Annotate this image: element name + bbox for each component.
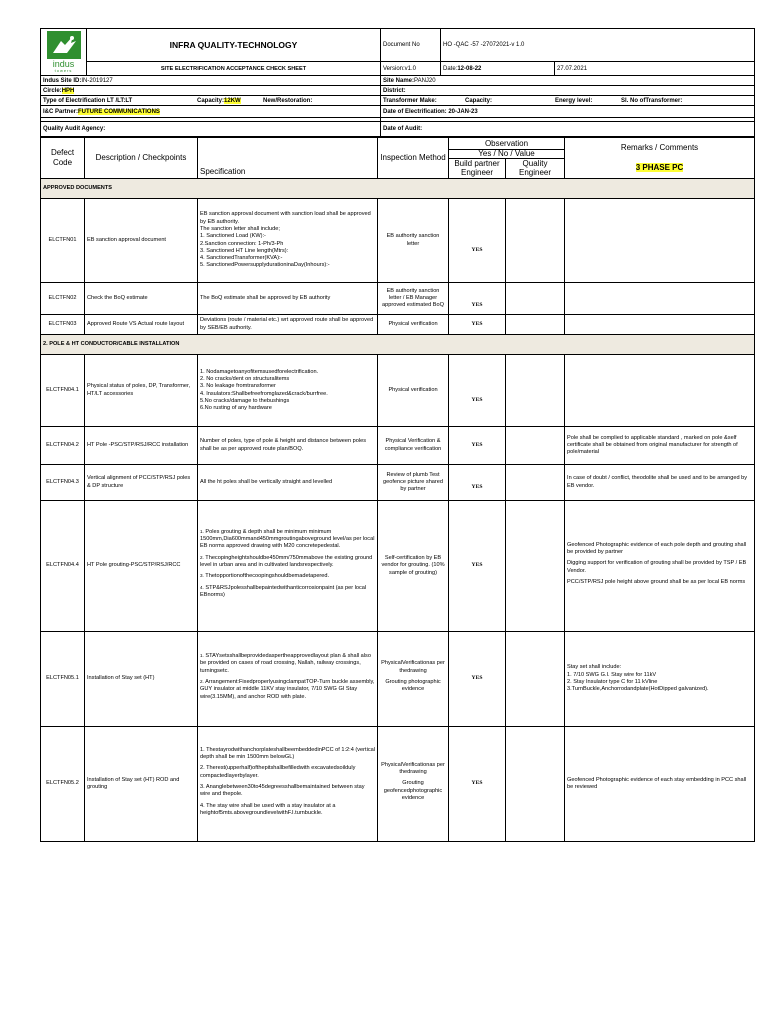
checkpoint: Installation of Stay set (HT) bbox=[85, 632, 198, 727]
indus-logo-icon bbox=[47, 31, 81, 59]
defect-code: ELCTFN04.3 bbox=[41, 465, 85, 501]
date-2: 27.07.2021 bbox=[555, 62, 755, 76]
quality-engineer-value bbox=[506, 283, 565, 315]
spec-item-text: The stay wire shall be used with a stay insulator at a heightof5mts.abovegroundlevelwithF.I.turnbuckle. bbox=[200, 802, 336, 816]
spec-item-number: 1. bbox=[200, 653, 204, 659]
defect-code: ELCTFN04.1 bbox=[41, 355, 85, 427]
table-row bbox=[41, 355, 755, 427]
inspection-method-item: Grouting geofencedphotographic evidence bbox=[383, 780, 443, 801]
spec-item-text: STP&RSJpolesshallbepaintedwithanticorrosionpaint (as per local EBnorms) bbox=[200, 584, 367, 598]
checkpoint: Physical status of poles, DP, Transformer, HT/LT accessories bbox=[85, 355, 198, 427]
capacity-label: Capacity: bbox=[197, 97, 225, 104]
logo bbox=[41, 29, 87, 76]
spec-item-text: STAYsetsshallbeprovidedaspertheapprovedlayout plan & shall also be provided on cases of road crossing, Nallah, railway crossings, turningsetc. bbox=[200, 653, 371, 674]
date-of-electrification: Date of Electrification: 20-JAN-23 bbox=[381, 106, 755, 118]
district-label: District: bbox=[381, 86, 755, 96]
sl-no-transformer: Sl. No ofTransformer: bbox=[621, 97, 683, 104]
remarks bbox=[565, 315, 755, 335]
ic-partner: FUTURE COMMUNICATIONS bbox=[78, 108, 160, 115]
build-partner-value: YES bbox=[449, 632, 506, 727]
spec-item-number: 1. bbox=[200, 528, 204, 534]
build-partner-value: YES bbox=[449, 727, 506, 842]
site-name: PANJ20 bbox=[414, 77, 436, 84]
checkpoint-table bbox=[40, 137, 755, 842]
table-row bbox=[41, 727, 755, 842]
quality-engineer-value bbox=[506, 632, 565, 727]
inspection-method: EB authority sanction letter / EB Manager approved estimated BoQ bbox=[378, 283, 449, 315]
spec-item-text: Ananglebetween30to45degreesshallbemaintained between stay wire and thepole. bbox=[200, 784, 365, 798]
quality-engineer-value bbox=[506, 315, 565, 335]
site-id-label: Indus Site ID: bbox=[43, 77, 82, 84]
capacity-value: 12KW bbox=[224, 97, 241, 104]
new-restoration: New/Restoration: bbox=[263, 97, 313, 104]
inspection-method: Physical verification bbox=[378, 315, 449, 335]
doc-no-label: Document No bbox=[381, 29, 441, 62]
spec-item-text: Poles grouting & depth shall be minimum minimum 1500mm,Dia600mmand450mmgroutingaboveground level/as per local EB norms approved drawing with M20 concretepedestal. bbox=[200, 528, 375, 550]
col-remarks: Remarks / Comments bbox=[565, 138, 755, 159]
specification: All the ht poles shall be vertically straight and levelled bbox=[198, 465, 378, 501]
inspection-method: Physical verification bbox=[378, 355, 449, 427]
site-id: IN-2019127 bbox=[81, 77, 113, 84]
checkpoint: EB sanction approval document bbox=[85, 199, 198, 283]
spec-item-number: 2. bbox=[200, 554, 204, 560]
checkpoint: Installation of Stay set (HT) ROD and grouting bbox=[85, 727, 198, 842]
spec-item-text: Arrangement:FixedproperlyusingclampatTOP-Turn buckle assembly, GUY insulator at middle 11KV stay insulator, 7/10 SWG GI Stay wire(3.15MM), and anchor ROD with plate. bbox=[200, 679, 375, 700]
build-partner-value: YES bbox=[449, 427, 506, 465]
inspection-method: Physical Verification & compliance verification bbox=[378, 427, 449, 465]
inspection-method-item: Grouting photographic evidence bbox=[385, 679, 441, 693]
site-name-label: Site Name: bbox=[383, 77, 415, 84]
checkpoint: Check the BoQ estimate bbox=[85, 283, 198, 315]
date-label: Date: bbox=[443, 65, 458, 72]
specification bbox=[198, 632, 378, 727]
build-partner-value: YES bbox=[449, 199, 506, 283]
doc-no-value: HO -QAC -57 -27072021-v 1.0 bbox=[441, 29, 755, 62]
col-observation: Observation bbox=[449, 138, 565, 150]
col-quality-engineer: Quality Engineer bbox=[506, 159, 565, 179]
specification: Number of poles, type of pole & height and distance between poles shall be as per approved route plan/BOQ. bbox=[198, 427, 378, 465]
build-partner-value: YES bbox=[449, 355, 506, 427]
table-row bbox=[41, 427, 755, 465]
remarks: Pole shall be complied to applicable standard , marked on pole &self certificate shall be obtained from original manufacturer for strength of pole/material bbox=[565, 427, 755, 465]
spec-item-number: 1. bbox=[200, 746, 205, 753]
col-build-partner: Build partner Engineer bbox=[449, 159, 506, 179]
col-inspection-method: Inspection Method bbox=[378, 138, 449, 179]
spec-item-number: 3. bbox=[200, 573, 204, 579]
inspection-method-item: PhysicalVerificationas per thedrawing bbox=[381, 761, 445, 776]
transformer-capacity: Capacity: bbox=[465, 97, 493, 104]
spec-item-text: Thetopportionofthecoopingshouldbemadetapered. bbox=[205, 573, 330, 580]
defect-code: ELCTFN01 bbox=[41, 199, 85, 283]
build-partner-value: YES bbox=[449, 283, 506, 315]
defect-code: ELCTFN03 bbox=[41, 315, 85, 335]
logo-text: indus bbox=[52, 58, 75, 69]
defect-code: ELCTFN04.4 bbox=[41, 501, 85, 632]
spec-item-text: Thecopingheightshouldbe450mm/750mmabove the existing ground level in urban area and in cultivated landsrespectively. bbox=[200, 554, 373, 568]
checkpoint: HT Pole -PSC/STP/RSJ/RCC installation bbox=[85, 427, 198, 465]
section-title: 2. POLE & HT CONDUCTOR/CABLE INSTALLATION bbox=[41, 335, 755, 355]
checkpoint: Approved Route VS Actual route layout bbox=[85, 315, 198, 335]
check-sheet bbox=[40, 28, 754, 842]
inspection-method-item: PhysicalVerificationas per thedrawing bbox=[381, 660, 445, 674]
quality-engineer-value bbox=[506, 355, 565, 427]
circle: HPH bbox=[61, 87, 75, 94]
remarks-item: PCC/STP/RSJ pole height above ground shall be as per local EB norms bbox=[567, 578, 746, 585]
energy-level: Energy level: bbox=[555, 97, 593, 104]
checkpoint: HT Pole grouting-PSC/STP/RSJ/RCC bbox=[85, 501, 198, 632]
version: Version:v1.0 bbox=[381, 62, 441, 76]
defect-code: ELCTFN04.2 bbox=[41, 427, 85, 465]
inspection-method bbox=[378, 727, 449, 842]
electrification-type: Type of Electrification LT /LT:LT bbox=[43, 97, 133, 104]
remarks-note: 3 PHASE PC bbox=[635, 163, 684, 173]
ic-partner-label: I&C Partner: bbox=[43, 108, 79, 115]
checkpoint: Vertical alignment of PCC/STP/RSJ poles & DP structure bbox=[85, 465, 198, 501]
remarks-item: Geofenced Photographic evidence of each pole depth and grouting shall be provided by partner bbox=[567, 541, 747, 556]
build-partner-value: YES bbox=[449, 315, 506, 335]
spec-item-number: 4. bbox=[200, 584, 204, 590]
table-row bbox=[41, 199, 755, 283]
remarks-item: Digging support for verification of grouting shall be provided by TSP / EB Vendor. bbox=[567, 560, 747, 574]
remarks bbox=[565, 199, 755, 283]
quality-audit-agency: Quality Audit Agency: bbox=[41, 122, 381, 137]
remarks: In case of doubt / conflict, theodolite shall be used and to be arranged by EB vendor. bbox=[565, 465, 755, 501]
inspection-method: Review of plumb Test geofence picture shared by partner bbox=[378, 465, 449, 501]
build-partner-value: YES bbox=[449, 465, 506, 501]
spec-item-number: 4. bbox=[200, 802, 205, 809]
remarks: Stay set shall include: 1. 7/10 SWG G.I. Stay wire for 11kV 2. Stay Insulator type C for 11 kVline 3.TurnBuckle,Anchorrodandplate(HotDipped galvanized). bbox=[565, 632, 755, 727]
date-value: 12-08-22 bbox=[457, 65, 482, 72]
col-description: Description / Checkpoints bbox=[85, 138, 198, 179]
remarks bbox=[565, 355, 755, 427]
inspection-method bbox=[378, 632, 449, 727]
build-partner-value: YES bbox=[449, 501, 506, 632]
quality-engineer-value bbox=[506, 727, 565, 842]
defect-code: ELCTFN05.2 bbox=[41, 727, 85, 842]
col-defect-code: Defect Code bbox=[41, 138, 85, 179]
section-title: APPROVED DOCUMENTS bbox=[41, 179, 755, 199]
inspection-method: Self-certification by EB vendor for grouting. (10% sample of grouting) bbox=[378, 501, 449, 632]
specification bbox=[198, 501, 378, 632]
company-title: INFRA QUALITY-TECHNOLOGY bbox=[87, 29, 381, 62]
quality-engineer-value bbox=[506, 465, 565, 501]
table-row bbox=[41, 315, 755, 335]
specification: Deviations (route / material etc.) wrt approved route shall be approved by SEB/EB authority. bbox=[198, 315, 378, 335]
spec-item-text: ThestayrodwithanchorplateshallbeembeddedinPCC of 1:2:4 (vertical depth shall be min 1500mm belowGL) bbox=[200, 746, 375, 761]
specification: 1. Nodamagetoanyofitemsusedforelectrification. 2. No cracks/dent on structuralitems 3. No leakage fromtransformer 4. Insulators:Shallbefreefromglazed&crack/burrfree. 5.No cracks/damage to thebushings 6.No rusting of any hardware bbox=[198, 355, 378, 427]
logo-sub: towers bbox=[54, 68, 73, 74]
spec-item-number: 2. bbox=[200, 679, 204, 684]
remarks bbox=[565, 501, 755, 632]
date-of-audit: Date of Audit: bbox=[381, 122, 755, 137]
spec-item-text: Therest(upperhalf)ofthepitshallbefilledwith excavatedsoilduly compactedlayerbylayer. bbox=[200, 765, 356, 779]
inspection-method: EB authority sanction letter bbox=[378, 199, 449, 283]
specification: EB sanction approval document with sanction load shall be approved by EB authority. The sanction letter shall include; 1. Sanctioned Load (KW):- 2.Sanction connection: 1-Ph/3-Ph 3. Sanctioned HT Line length(Mtrs): 4. SanctionedTransformer(KVA):- 5. SanctionedPowersupplydurationinaDay(Inhours):- bbox=[198, 199, 378, 283]
spec-item-number: 3. bbox=[200, 784, 205, 790]
table-row bbox=[41, 501, 755, 632]
table-row bbox=[41, 283, 755, 315]
circle-label: Circle: bbox=[43, 87, 62, 94]
header-table bbox=[40, 28, 755, 137]
quality-engineer-value bbox=[506, 199, 565, 283]
quality-engineer-value bbox=[506, 427, 565, 465]
defect-code: ELCTFN05.1 bbox=[41, 632, 85, 727]
defect-code: ELCTFN02 bbox=[41, 283, 85, 315]
sheet-title: SITE ELECTRIFICATION ACCEPTANCE CHECK SHEET bbox=[87, 62, 381, 76]
quality-engineer-value bbox=[506, 501, 565, 632]
remarks: Geofenced Photographic evidence of each stay embedding in PCC shall be reviewed bbox=[565, 727, 755, 842]
specification: The BoQ estimate shall be approved by EB authority bbox=[198, 283, 378, 315]
col-observation-sub: Yes / No / Value bbox=[449, 150, 565, 159]
transformer-make: Transformer Make: bbox=[383, 97, 437, 104]
specification bbox=[198, 727, 378, 842]
spec-item-number: 2. bbox=[200, 765, 205, 772]
table-row bbox=[41, 632, 755, 727]
table-row bbox=[41, 465, 755, 501]
col-specification: Specification bbox=[198, 138, 378, 179]
remarks bbox=[565, 283, 755, 315]
